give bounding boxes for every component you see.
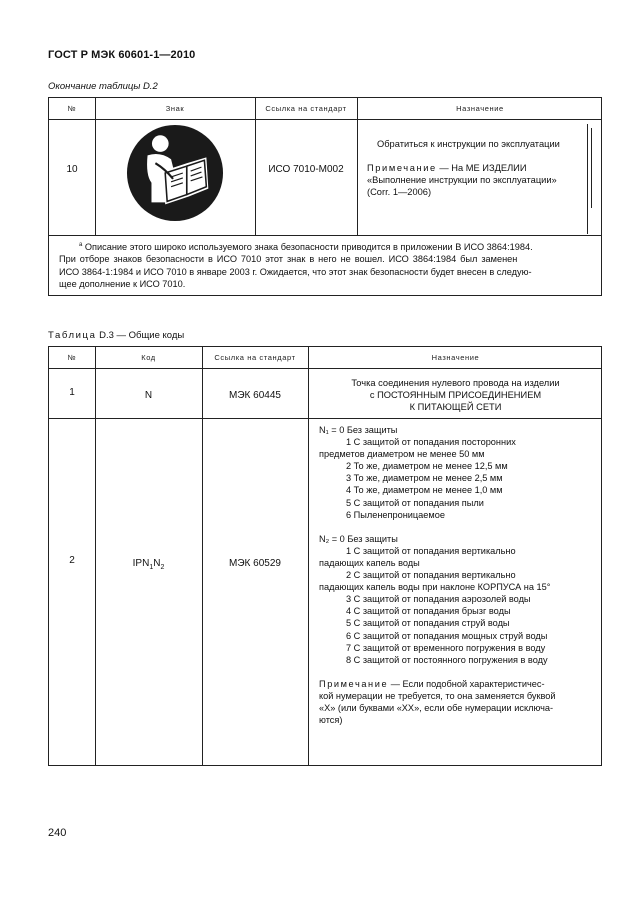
purpose-line: К ПИТАЮЩЕЙ СЕТИ <box>409 402 502 412</box>
caption-rest: D.3 — Общие коды <box>96 330 185 341</box>
n1-line: 5 С защитой от попадания пыли <box>346 497 484 508</box>
n1-line: 2 То же, диаметром не менее 12,5 мм <box>346 461 508 472</box>
purpose-cell <box>367 138 599 198</box>
col-header-purpose: Назначение <box>431 353 480 362</box>
page-number: 240 <box>48 827 67 839</box>
purpose-line: с ПОСТОЯННЫМ ПРИСОЕДИНЕНИЕМ <box>369 390 542 400</box>
row-number: 10 <box>66 164 78 175</box>
table-d3 <box>48 346 602 766</box>
table-d3-caption <box>48 330 184 341</box>
code-value: $IPN_1N_2$ <box>132 558 165 571</box>
table-continuation-caption: Окончание таблицы D.2 <box>48 81 158 92</box>
purpose-cell <box>319 424 597 726</box>
n2-line: N₂ = 0 Без защиты <box>319 533 398 544</box>
note-line: — Если подобной характеристичес- <box>388 678 545 689</box>
footnote-line: При отборе знаков безопасности в ИСО 7010 этот знак в него не вошел. ИСО 3864:1984 был заменен <box>59 254 518 265</box>
n1-line: 3 То же, диаметром не менее 2,5 мм <box>346 473 503 484</box>
note-line: (Corr. 1—2006) <box>367 187 432 197</box>
n2-line: 4 С защитой от попадания брызг воды <box>346 606 511 617</box>
note-line: кой нумерации не требуется, то она заменяется буквой <box>319 690 556 701</box>
row-number: 1 <box>69 387 75 398</box>
n2-line: 3 С защитой от попадания аэрозолей воды <box>346 594 531 605</box>
n1-line: N₁ = 0 Без защиты <box>319 425 398 435</box>
note-line: — На ME ИЗДЕЛИИ <box>436 163 527 173</box>
reference-value: ИСО 7010-M002 <box>268 164 344 175</box>
read-instructions-icon <box>126 124 224 226</box>
n1-line: 1 С защитой от попадания посторонних <box>346 437 516 448</box>
col-header-num: № <box>67 353 77 362</box>
col-header-num: № <box>67 104 77 113</box>
footnote-marker: a <box>79 242 83 248</box>
footnote-line: ИСО 3864-1:1984 и ИСО 7010 в январе 2003 г. Ожидается, что этот знак безопасности будет внесен в следую- <box>59 266 532 277</box>
n1-line: 6 Пыленепроницаемое <box>346 509 445 520</box>
note-line: «Выполнение инструкции по эксплуатации» <box>367 175 557 185</box>
code-value: N <box>144 390 153 401</box>
reference-value: МЭК 60445 <box>229 390 281 401</box>
note-line: «X» (или буквами «XX», если обе нумерации исключа- <box>319 702 554 713</box>
col-header-reference: Ссылка на стандарт <box>265 104 347 113</box>
table-footnote <box>59 239 589 291</box>
note-label: Примечание <box>367 163 437 173</box>
reference-value: МЭК 60529 <box>229 558 281 569</box>
n2-line: 5 С защитой от попадания струй воды <box>346 618 510 629</box>
purpose-line: Точка соединения нулевого провода на изделии <box>351 378 560 388</box>
table-d2-continuation <box>48 97 602 296</box>
col-header-reference: Ссылка на стандарт <box>214 353 296 362</box>
col-header-sign: Знак <box>165 104 185 113</box>
n2-line: 1 С защитой от попадания вертикально <box>346 545 516 556</box>
n2-line: 7 С защитой от временного погружения в воду <box>346 642 546 653</box>
n2-line: падающих капель воды при наклоне КОРПУСА на 15° <box>319 582 551 593</box>
note-line: ются) <box>319 715 343 726</box>
note-label: Примечание <box>319 678 389 689</box>
n2-line: 8 С защитой от постоянного погружения в воду <box>346 654 548 665</box>
footnote-line: щее дополнение к ИСО 7010. <box>59 279 186 290</box>
n2-line: 6 С защитой от попадания мощных струй воды <box>346 630 548 641</box>
document-header: ГОСТ Р МЭК 60601-1—2010 <box>48 49 196 61</box>
row-number: 2 <box>69 555 75 566</box>
n2-line: 2 С защитой от попадания вертикально <box>346 570 516 581</box>
purpose-main: Обратиться к инструкции по эксплуатации <box>377 139 560 149</box>
footnote-line: Описание этого широко используемого знака безопасности приводится в приложении В ИСО 3864:1984. <box>82 242 533 253</box>
col-header-purpose: Назначение <box>456 104 504 113</box>
n1-line: предметов диаметром не менее 50 мм <box>319 449 485 460</box>
n1-line: 4 То же, диаметром не менее 1,0 мм <box>346 485 503 496</box>
caption-prefix: Таблица <box>48 330 97 341</box>
col-header-code: Код <box>141 353 156 362</box>
purpose-cell <box>308 377 603 413</box>
n2-line: падающих капель воды <box>319 557 420 568</box>
